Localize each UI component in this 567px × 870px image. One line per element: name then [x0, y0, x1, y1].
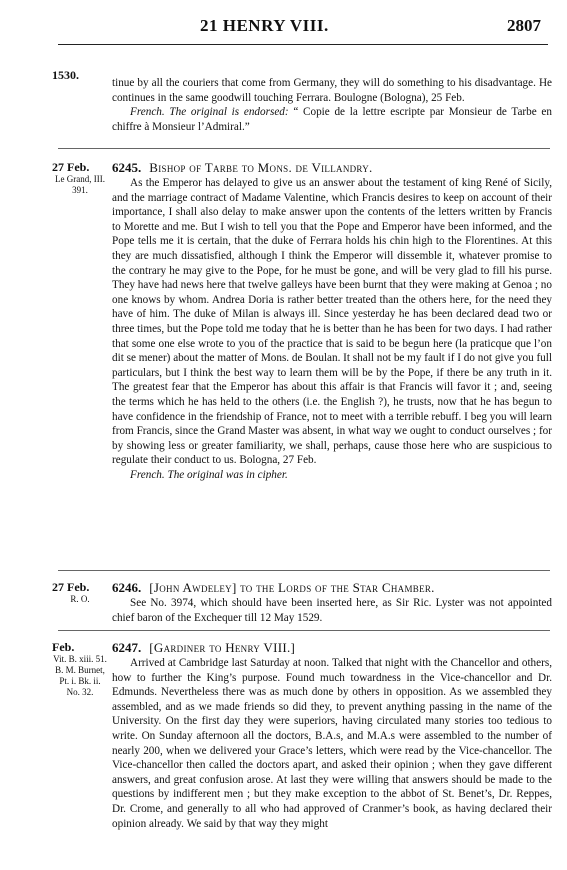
- entry-heading: Bishop of Tarbe to Mons. de Villandry.: [149, 160, 373, 175]
- entry-6247-margin: [52, 640, 108, 698]
- entry-source: Vit. B. xiii. 51. B. M. Burnet, Pt. i. Bk. ii. No. 32.: [53, 654, 107, 697]
- entry-number: 6247.: [112, 640, 142, 655]
- entry-number: 6245.: [112, 160, 142, 175]
- continuation-block: [112, 76, 552, 134]
- entry-6247: [112, 640, 552, 831]
- entry-separator: [58, 570, 550, 571]
- entry-heading-line: [112, 160, 552, 176]
- continuation-margin: [52, 68, 108, 82]
- running-title: 21 HENRY VIII.: [200, 16, 329, 35]
- continuation-text: tinue by all the couriers that come from Germany, they will do something to his disadvantage. He continues in the same goodwill touching Ferrara. Boulogne (Bologna), 25 Feb.: [112, 77, 552, 104]
- page-number: 2807: [507, 16, 541, 35]
- entry-6245: [112, 160, 552, 482]
- entry-6245-margin: [52, 160, 108, 196]
- entry-date: 27 Feb.: [52, 160, 90, 174]
- entry-heading: [John Awdeley] to the Lords of the Star Chamber.: [149, 580, 435, 595]
- entry-source: R. O.: [70, 594, 90, 604]
- page-header: [0, 16, 567, 36]
- entry-body: As the Emperor has delayed to give us an answer about the testament of king René of Sicily, and the marriage contract of Madame Valentine, which Francis desires to keep on account of their importance, I shall also delay to make answer upon the contents of the letters written by Francis to Morette and me. But I wish to tell you that the Pope and Emperor have been informed, and the Pope tells me it is certain, that the duke of Ferrara holds his chin high to the Florentines. At this they are much dissatisfied, although I think the Emperor will dissemble it, whatever promise to the contrary he may give to the Pope, for he must be gone, and will be very glad to fill his purse. They have had news here that twelve galleys have been burnt that they were making at Genoa ; no one knows by whom. Andrea Doria is rather better treated than the others here, for the need they have of him. The duke of Milan is always ill. Since yesterday he has been declared dead two or three times, but the Pope told me today that he is better than he has been for two days. I had rather that some one else wrote to you of the practice that is said to be begun here (la praticque que l’on dit se mener) about the matter of Mons. de Boulan. It shall not be my fault if I do not give you full particulars, but I think the best way to learn them will be by the Pope, if there be any truth in it. The greatest fear that the Emperor has about this affair is that Francis will favor it ; and, seeing the terms which he has held to the others (i.e. the English ?), he trusts, now that he has begun to have confidence in the friendship of France, not to meet with a terrible rebuff. I beg you will learn from Francis, since the Grand Master was absent, in what way we ought to conduct ourselves ; for by showing less or greater familiarity, we shall, perhaps, cause those here who are suspicious to regulate their conduct to us. Bologna, 27 Feb.: [112, 177, 552, 467]
- entry-body: See No. 3974, which should have been inserted here, as Sir Ric. Lyster was not appointed chief baron of the Exchequer till 12 May 1529.: [112, 597, 552, 624]
- header-rule: [58, 44, 548, 45]
- entry-body: Arrived at Cambridge last Saturday at noon. Talked that night with the Chancellor and others, how to further the King’s purpose. Found much towardness in the Vice-chancellor and Dr. Edmunds. Nevertheless there was as much done by others in opposition. As we assembled they assembled, and as we made friends so did they, to prevent anything passing in the name of the University. On the first day they were superiors, having circulated many stories too tedious to write. On Sunday afternoon all the doctors, B.A.s, and M.A.s were assembled to the number of nearly 200, when we delivered your Grace’s letters, which were read by the Vice-chancellor. The Vice-chancellor then called the doctors apart, and asked their opinion ; when they gave different answers, and great confusion arose. At last they were willing that answers should be made to the questions by indifferent men ; but they make exception to the abbot of St. Benet’s, Dr. Reppes, Dr. Crome, and generally to all who had approved of Cranmer’s book, as having declared their opinion already. We said by that way they might: [112, 657, 552, 830]
- entry-separator: [58, 630, 550, 631]
- entry-heading: [Gardiner to Henry VIII.]: [149, 640, 296, 655]
- note-text: “ Copie de la lettre escripte par Monsieur de Tarbe en chiffre à Monsieur l’Admiral.”: [112, 106, 552, 133]
- note-label: French. The original is endorsed:: [130, 106, 289, 119]
- entry-number: 6246.: [112, 580, 142, 595]
- entry-source: Le Grand, III. 391.: [55, 174, 105, 195]
- entry-note: French. The original was in cipher.: [130, 468, 288, 481]
- entry-date: 27 Feb.: [52, 580, 90, 594]
- entry-separator: [58, 148, 550, 149]
- entry-6246-margin: [52, 580, 108, 605]
- entry-heading-line: [112, 580, 552, 596]
- entry-6246: [112, 580, 552, 625]
- entry-heading-line: [112, 640, 552, 656]
- year-label: 1530.: [52, 68, 79, 82]
- continuation-note: [112, 105, 552, 134]
- entry-date: Feb.: [52, 640, 75, 654]
